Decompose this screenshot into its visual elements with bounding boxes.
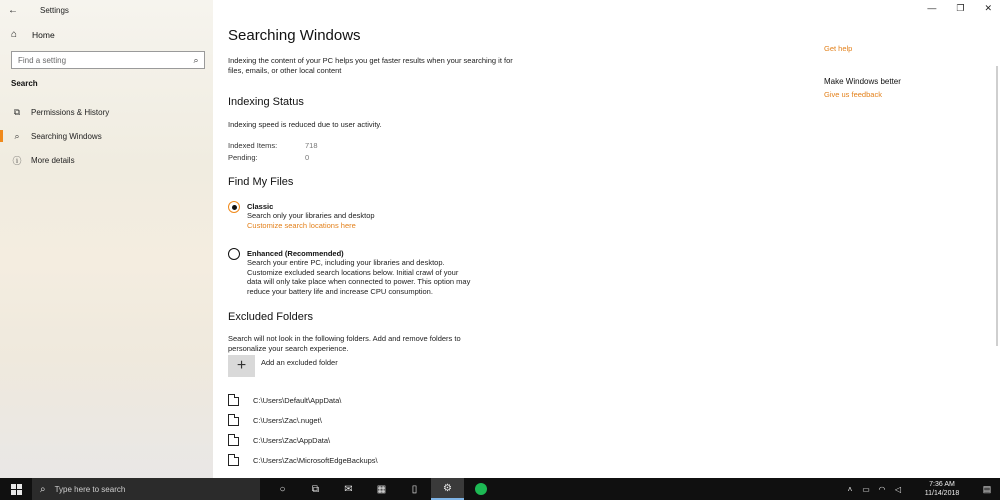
- search-icon: ⌕: [14, 130, 20, 141]
- battery-icon[interactable]: ▭: [862, 484, 870, 494]
- scrollbar[interactable]: [996, 66, 998, 346]
- volume-icon[interactable]: ◁: [894, 484, 902, 494]
- make-windows-better-heading: Make Windows better: [824, 77, 901, 86]
- enhanced-option-title: Enhanced (Recommended): [247, 249, 344, 258]
- wifi-icon[interactable]: ◠: [878, 484, 886, 494]
- folder-icon: [228, 394, 239, 406]
- excluded-folders-heading: Excluded Folders: [228, 311, 313, 323]
- enhanced-option-desc: [247, 258, 547, 296]
- system-tray: [842, 478, 1000, 500]
- folder-path: C:\Users\Zac\.nuget\: [253, 415, 322, 425]
- close-icon[interactable]: ✕: [984, 3, 992, 13]
- sidebar-section-header: Search: [11, 79, 38, 88]
- sidebar-item-label: Searching Windows: [31, 131, 102, 141]
- window-controls: [927, 3, 992, 14]
- indexing-status-text: Indexing speed is reduced due to user activity.: [228, 120, 382, 129]
- pending-label: Pending:: [228, 153, 258, 162]
- title-bar: [8, 3, 69, 17]
- search-icon[interactable]: ⌕: [193, 54, 199, 65]
- permissions-icon: ⧉: [13, 106, 21, 117]
- classic-radio[interactable]: [228, 201, 240, 213]
- indexing-status-heading: Indexing Status: [228, 96, 304, 108]
- minimize-icon[interactable]: —: [927, 3, 937, 13]
- folder-icon: [228, 454, 239, 466]
- page-description: Indexing the content of your PC helps you get faster results when your searching it for files, emails, or other local content: [228, 56, 513, 75]
- sidebar-item-label: Permissions & History: [31, 107, 110, 117]
- excluded-folder-item[interactable]: [228, 433, 330, 447]
- excluded-folder-item[interactable]: [228, 453, 378, 467]
- sidebar-item-permissions-history[interactable]: [0, 104, 213, 120]
- cortana-icon[interactable]: ○: [279, 483, 286, 495]
- sidebar-item-label: More details: [31, 155, 75, 165]
- enhanced-desc-line: data will only take place when connected to power. This option may: [247, 277, 471, 286]
- taskbar-clock[interactable]: [912, 480, 972, 498]
- chevron-up-icon[interactable]: ˄: [847, 484, 853, 494]
- indexed-items-value: 718: [305, 141, 318, 150]
- phone-icon[interactable]: ▯: [411, 483, 418, 495]
- spotify-icon[interactable]: [464, 478, 497, 500]
- sidebar-item-searching-windows[interactable]: [0, 128, 213, 144]
- mail-icon[interactable]: ✉: [344, 483, 353, 495]
- add-excluded-folder-label[interactable]: Add an excluded folder: [261, 358, 338, 367]
- add-excluded-folder-button[interactable]: [228, 355, 255, 377]
- notifications-icon[interactable]: ▤: [982, 483, 992, 494]
- find-setting-box[interactable]: [11, 51, 205, 69]
- window-title: Settings: [40, 5, 69, 15]
- taskbar-search-box[interactable]: [32, 478, 260, 500]
- classic-option-desc: Search only your libraries and desktop: [247, 211, 375, 220]
- folder-path: C:\Users\Zac\MicrosoftEdgeBackups\: [253, 455, 378, 465]
- taskbar: [0, 478, 1000, 500]
- start-button[interactable]: [0, 478, 32, 500]
- main-content: [213, 0, 813, 478]
- page-title: Searching Windows: [228, 27, 361, 44]
- find-setting-input[interactable]: [12, 56, 188, 65]
- related-panel: [824, 0, 994, 478]
- info-icon: ⓘ: [12, 155, 22, 166]
- folder-path: C:\Users\Zac\AppData\: [253, 435, 331, 445]
- excluded-folder-item[interactable]: [228, 393, 341, 407]
- excluded-folders-desc: [228, 334, 461, 354]
- nav-home[interactable]: [11, 29, 55, 40]
- folder-path: C:\Users\Default\AppData\: [253, 395, 342, 405]
- enhanced-desc-line: Customize excluded search locations below. Initial crawl of your: [247, 267, 459, 277]
- pending-value: 0: [305, 153, 310, 162]
- calendar-icon[interactable]: ▦: [376, 483, 387, 495]
- enhanced-desc-line: reduce your battery life and increase CPU consumption.: [247, 286, 433, 296]
- excluded-folder-item[interactable]: [228, 413, 322, 427]
- enhanced-radio[interactable]: [228, 248, 240, 260]
- give-feedback-link[interactable]: Give us feedback: [824, 90, 882, 99]
- enhanced-desc-line: Search your entire PC, including your libraries and desktop.: [247, 258, 445, 267]
- get-help-link[interactable]: Get help: [824, 44, 853, 53]
- classic-option-title: Classic: [247, 202, 274, 211]
- folder-icon: [228, 434, 239, 446]
- home-label: Home: [32, 29, 55, 40]
- settings-gear-icon[interactable]: ⚙: [431, 478, 464, 500]
- excluded-desc-line: Search will not look in the following folders. Add and remove folders to: [228, 334, 461, 343]
- find-my-files-heading: Find My Files: [228, 176, 294, 188]
- taskbar-apps: [266, 478, 497, 500]
- indexed-items-label: Indexed Items:: [228, 141, 278, 150]
- clock-time: 7:36 AM: [929, 481, 955, 488]
- windows-logo-icon: [11, 484, 22, 495]
- settings-sidebar: [0, 0, 213, 478]
- taskbar-search-placeholder: Type here to search: [54, 484, 126, 494]
- excluded-desc-line: personalize your search experience.: [228, 344, 349, 353]
- clock-date: 11/14/2018: [924, 490, 960, 497]
- home-icon: ⌂: [11, 29, 18, 40]
- folder-icon: [228, 414, 239, 426]
- plus-icon: +: [236, 357, 247, 374]
- back-arrow-icon[interactable]: ←: [8, 4, 18, 16]
- task-view-icon[interactable]: ⧉: [311, 483, 320, 495]
- search-icon: ⌕: [40, 483, 46, 495]
- maximize-icon[interactable]: ❐: [956, 3, 965, 13]
- sidebar-item-more-details[interactable]: [0, 152, 213, 168]
- customize-search-locations-link[interactable]: Customize search locations here: [247, 221, 356, 230]
